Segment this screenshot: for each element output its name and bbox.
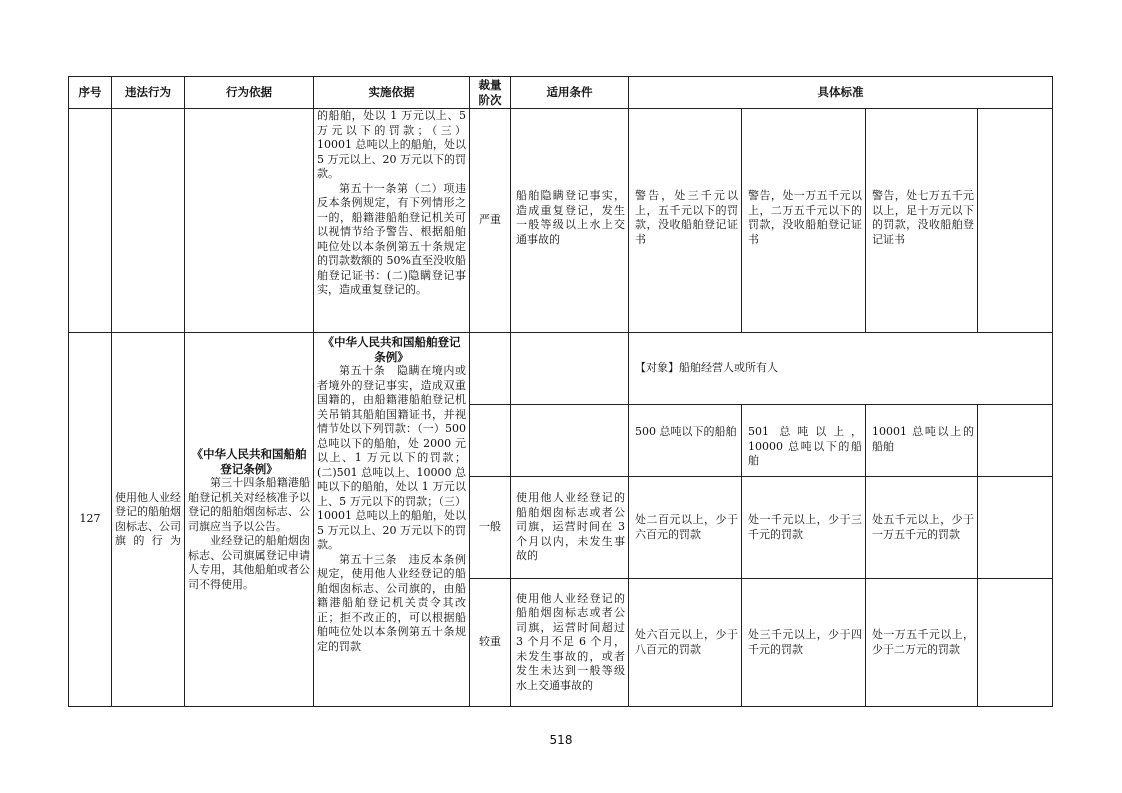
cont-violation-cell [112, 109, 185, 333]
cont-std-4 [978, 109, 1053, 333]
header-cond: 适用条件 [511, 77, 629, 109]
row127-basis [185, 333, 314, 707]
row127-object-cond [511, 333, 629, 405]
cont-impl-cell [314, 109, 470, 333]
row127-tonnage-level [470, 405, 511, 477]
header-standard: 具体标准 [629, 77, 1053, 109]
cont-cond-cell: 船舶隐瞒登记事实，造成重复登记，发生一般等级以上水上交通事故的 [511, 109, 629, 333]
header-row [69, 77, 1053, 109]
row127-tonnage-2: 10001 总吨以上的船舶 [866, 405, 978, 477]
row127-impl-title: 《中华人民共和国船舶登记条例》 [322, 335, 461, 364]
row127-heavy-std-3 [978, 579, 1053, 707]
row127-impl-line-1: 第五十三条 违反本条例规定，使用他人业经登记的船舶烟囱标志、公司旗的，由船籍港船舶登记机关责令其改正；拒不改正的，可以根据船舶吨位处以本条例第五十条规定的罚款 [317, 552, 466, 653]
row127-general-std-2: 处五千元以上，少于一万五千元的罚款 [866, 477, 978, 579]
row127-impl [314, 333, 470, 707]
header-seq: 序号 [69, 77, 112, 109]
row127-impl-line-0: 第五十条 隐瞒在境内或者境外的登记事实，造成双重国籍的，由船籍港船舶登记机关吊销其船舶国籍证书，并视情节处以下列罚款：（一）500 总吨以下的船舶，处 2000 元以上、1 万元以下的罚款；(二)501 总吨以上、10000 总吨以下的船舶，处以 1 万元以上、5 万元以下的罚款；（三）10001 总吨以上的船舶，处以 5 万元以上、20 万元以下的罚款。 [317, 364, 466, 551]
row127-general-cond: 使用他人业经登记的船舶烟囱标志或者公司旗，运营时间在 3 个月以内，未发生事故的 [511, 477, 629, 579]
row127-basis-line-1: 业经登记的船舶烟囱标志、公司旗属登记申请人专用，其他船舶或者公司不得使用。 [188, 534, 310, 591]
header-level: 裁量阶次 [470, 77, 511, 109]
row127-object-level [470, 333, 511, 405]
cont-std-3: 警告，处七万五千元以上，足十万元以下的罚款，没收船舶登记证书 [866, 109, 978, 333]
cont-std-1: 警告，处三千元以上，五千元以下的罚款，没收船舶登记证书 [629, 109, 742, 333]
header-violation: 违法行为 [112, 77, 185, 109]
header-basis: 行为依据 [185, 77, 314, 109]
row127-general-std-3 [978, 477, 1053, 579]
cont-seq-cell [69, 109, 112, 333]
penalty-standard-table [68, 76, 1053, 707]
row127-tonnage-3 [978, 405, 1053, 477]
row127-object: 【对象】船舶经营人或所有人 [629, 333, 1053, 405]
row127-heavy-level: 较重 [470, 579, 511, 707]
row127-general-level: 一般 [470, 477, 511, 579]
row127-general-std-1: 处一千元以上，少于三千元的罚款 [742, 477, 866, 579]
row127-heavy-cond: 使用他人业经登记的船舶烟囱标志或者公司旗，运营时间超过 3 个月不足 6 个月，未发生事故的，或者发生未达到一般等级水上交通事故的 [511, 579, 629, 707]
table-row-127-object [69, 333, 1053, 405]
row127-seq: 127 [69, 333, 112, 707]
row127-tonnage-cond [511, 405, 629, 477]
row127-tonnage-0: 500 总吨以下的船舶 [629, 405, 742, 477]
row127-heavy-std-2: 处一万五千元以上，少于二万元的罚款 [866, 579, 978, 707]
page-number: 518 [549, 733, 573, 747]
cont-impl-line-1: 第五十一条第（二）项违反本条例规定，有下列情形之一的，船籍港船舶登记机关可以视情节给予警告、根据船舶吨位处以本条例第五十条规定的罚款数额的 50%直至没收船舶登记证书：(二)隐瞒登记事实，造成重复登记的。 [317, 181, 466, 296]
header-impl: 实施依据 [314, 77, 470, 109]
row127-general-std-0: 处二百元以上，少于六百元的罚款 [629, 477, 742, 579]
cont-basis-cell [185, 109, 314, 333]
row127-tonnage-1: 501 总吨以上，10000 总吨以下的船舶 [742, 405, 866, 477]
cont-std-2: 警告，处一万五千元以上，二万五千元以下的罚款，没收船舶登记证书 [742, 109, 866, 333]
cont-impl-line-0: 的船舶，处以 1 万元以上、5 万元以下的罚款；（三）10001 总吨以上的船舶，处以 5 万元以上、20 万元以下的罚款。 [317, 109, 466, 180]
row127-violation: 使用他人业经登记的船舶烟囱标志、公司旗的行为 [112, 333, 185, 707]
row127-heavy-std-0: 处六百元以上，少于八百元的罚款 [629, 579, 742, 707]
row127-basis-title: 《中华人民共和国船舶登记条例》 [191, 447, 307, 476]
table-row-continued [69, 109, 1053, 333]
cont-level-cell: 严重 [470, 109, 511, 333]
row127-heavy-std-1: 处三千元以上，少于四千元的罚款 [742, 579, 866, 707]
row127-basis-line-0: 第三十四条船籍港船舶登记机关对经核准予以登记的船舶烟囱标志、公司旗应当予以公告。 [188, 476, 310, 533]
